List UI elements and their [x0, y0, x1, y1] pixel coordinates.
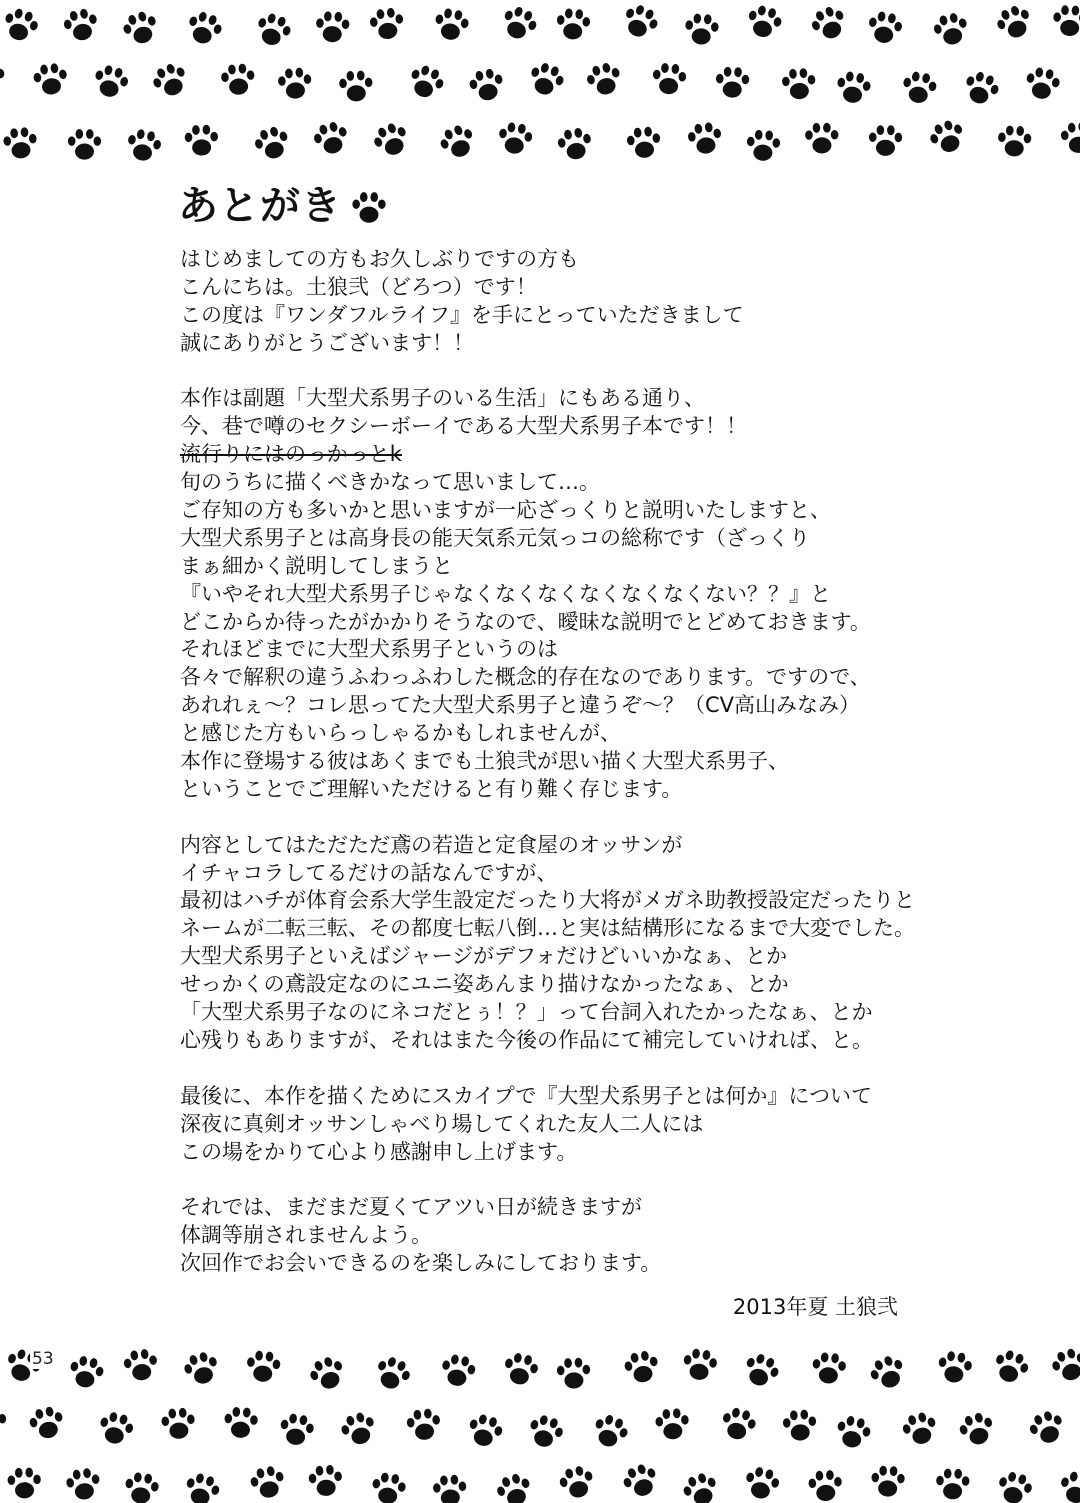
paw-print-icon [584, 60, 624, 98]
paw-print-icon [68, 129, 101, 160]
paw-print-icon [122, 1348, 159, 1383]
paw-print-icon [369, 7, 406, 41]
paw-print-icon [96, 1410, 136, 1448]
paw-print-icon [277, 67, 312, 100]
paw-print-icon [901, 70, 939, 105]
paw-print-icon [306, 1353, 348, 1394]
afterword-body [180, 246, 1040, 1278]
text-line: ご存知の方も多いかと思いますが一応ざっくりと説明いたしますと、 [180, 498, 831, 523]
paw-print-icon [926, 117, 968, 158]
paw-print-icon [1026, 1407, 1068, 1448]
paw-print-icon [686, 121, 723, 156]
paw-print-icon [370, 119, 413, 160]
paw-pattern-top-svg [0, 0, 1080, 166]
paw-print-icon [811, 1352, 847, 1385]
text-line: 旬のうちに描くべきかなって思いまして…。 [180, 470, 600, 495]
paw-print-icon [556, 1357, 590, 1389]
text-line: あれれぇ～？コレ思ってた大型犬系男子と違うぞ～？（CV高山みなみ） [180, 693, 861, 718]
text-line: この場をかりて心より感謝申し上げます。 [180, 1139, 578, 1164]
paw-print-icon [123, 1471, 160, 1503]
paw-print-icon [315, 11, 350, 43]
text-line: 体調等崩されませんよう。 [180, 1223, 432, 1248]
paw-print-icon [252, 124, 293, 163]
text-line: 最初はハチが体育会系大学生設定だったり大将がメガネ助教授設定だったりと [180, 888, 915, 913]
paw-print-icon [406, 1407, 442, 1441]
paw-print-icon [350, 189, 388, 227]
text-line: 心残りもありますが、それはまた今後の作品にて補完していければ、と。 [180, 1027, 873, 1052]
paw-print-icon [746, 129, 781, 162]
paw-print-icon [2, 126, 38, 160]
text-line: それでは、まだまだ夏くてアツい日が続きますが [180, 1195, 642, 1220]
paw-print-icon [626, 126, 662, 159]
text-line: 今、巷で噂のセクシーボーイである大型犬系男子本です！！ [180, 414, 747, 439]
paw-print-icon [62, 7, 101, 44]
paw-print-icon [372, 1353, 414, 1394]
paw-print-icon [253, 10, 294, 49]
text-line: 「大型犬系男子なのにネコだとぅ！？」って台詞入れたかったなぁ、とか [180, 1000, 873, 1025]
text-line: はじめましての方もお久しぶりですの方も [180, 247, 579, 271]
paw-print-icon [682, 1347, 719, 1381]
paw-print-icon [149, 60, 192, 102]
text-line: 最後に、本作を描くためにスカイプで『大型犬系男子とは何か』について [180, 1083, 872, 1108]
paw-print-icon [494, 1471, 535, 1503]
paw-print-icon [498, 3, 541, 44]
paw-print-icon [120, 8, 161, 48]
text-line: 内容としてはただただ鳶の若造と定食屋のオッサンが [180, 832, 683, 857]
blank-line [180, 358, 1040, 386]
text-line: 次回作でお会いできるのを楽しみにしております。 [180, 1251, 662, 1276]
paw-print-icon [0, 6, 41, 45]
text-line: 各々で解釈の違うふわっふわした概念的存在なのであります。ですので、 [180, 665, 871, 690]
page-number: 53 [32, 1349, 54, 1369]
text-line: まぁ細かく説明してしまうと [180, 553, 453, 578]
text-line: こんにちは。土狼弐（どろつ）です！ [180, 274, 537, 299]
text-line: この度は『ワンダフルライフ』を手にとっていただきまして [180, 302, 744, 327]
paw-print-icon [1058, 1470, 1080, 1503]
paw-print-icon [0, 1406, 8, 1439]
paw-print-icon [497, 121, 534, 156]
paw-print-icon [278, 1412, 315, 1447]
paw-print-icon [1024, 66, 1062, 102]
paw-print-icon [91, 63, 131, 101]
paw-print-icon [805, 123, 839, 154]
text-line: 『いやそれ大型犬系男子じゃなくなくなくなくなくなくない？？』と [180, 581, 831, 606]
paw-print-icon [866, 1352, 909, 1393]
paw-print-icon [744, 3, 784, 41]
text-line: イチャコラしてるだけの話なんですが、 [180, 860, 558, 885]
paw-print-icon [405, 62, 447, 103]
blank-line [180, 1055, 1040, 1083]
paw-print-icon [1053, 5, 1080, 37]
text-line: 本作は副題「大型犬系男子のいる生活」にもある通り、 [180, 386, 705, 411]
page-title: あとがき [178, 183, 342, 229]
paw-pattern-top [0, 0, 1080, 166]
text-line: と感じた方もいらっしゃるかもしれませんが、 [180, 721, 621, 746]
signature: 2013年夏 土狼弐 [732, 1295, 898, 1319]
paw-print-icon [181, 1349, 222, 1388]
paw-print-icon [834, 1414, 873, 1451]
paw-print-icon [866, 10, 904, 46]
paw-print-icon [556, 126, 594, 162]
paw-print-icon [782, 1409, 817, 1442]
paw-print-icon [338, 1409, 379, 1448]
paw-print-icon [184, 124, 218, 156]
paw-print-icon [370, 1471, 407, 1503]
paw-print-icon [67, 1354, 106, 1391]
paw-print-icon [961, 68, 1002, 108]
text-line: 本作に登場する彼はあくまでも土狼弐が思い描く大型犬系男子、 [180, 749, 789, 774]
paw-print-icon [680, 1470, 722, 1503]
paw-print-icon [1060, 121, 1080, 154]
paw-print-icon [781, 67, 816, 100]
paw-print-icon [655, 1408, 690, 1441]
paw-print-icon [900, 1410, 940, 1448]
paw-print-icon [125, 127, 164, 163]
paw-print-icon [590, 1411, 632, 1451]
paw-print-icon [184, 9, 225, 48]
paw-print-icon [835, 70, 872, 105]
text-line: ということでご理解いただけると有り難く存じます。 [180, 776, 683, 801]
paw-print-icon [436, 121, 479, 162]
paw-print-icon [248, 1464, 287, 1501]
text-line: 大型犬系男子とは高身長の能天気系元気っコの総称です（ざっくり [180, 525, 810, 550]
paw-print-icon [1049, 1346, 1080, 1385]
paw-print-icon [715, 66, 749, 98]
paw-print-icon [526, 60, 567, 100]
paw-print-icon [740, 1350, 782, 1391]
paw-print-icon [556, 8, 591, 41]
paw-print-icon [27, 1404, 66, 1441]
paw-print-icon [869, 125, 903, 156]
paw-print-icon [439, 1353, 477, 1389]
strikethrough-line: 流行りにはのっかっとk [180, 442, 402, 467]
text-line: 深夜に真剣オッサンしゃべり場してくれた友人二人には [180, 1111, 704, 1136]
text-line: どこからか待ったがかかりそうなので、曖昧な説明でとどめておきます。 [180, 609, 871, 634]
paw-print-icon [619, 1, 662, 43]
paw-print-icon [223, 1406, 258, 1439]
paw-print-icon [623, 1349, 661, 1385]
text-line: 誠にありがとうございます！！ [180, 330, 474, 355]
text-line: それほどまでに大型犬系男子というのは [180, 637, 558, 662]
paw-print-icon [931, 11, 970, 49]
paw-print-icon [7, 1467, 41, 1499]
paw-print-icon [220, 63, 256, 96]
paw-print-icon [719, 1405, 759, 1443]
blank-line [180, 804, 1040, 832]
paw-print-icon [684, 13, 719, 46]
paw-print-icon [742, 1465, 781, 1502]
paw-print-icon [467, 67, 506, 104]
paw-print-icon [339, 70, 374, 102]
paw-print-icon [997, 125, 1032, 157]
paw-print-icon [161, 1407, 197, 1440]
paw-print-icon [65, 1467, 102, 1502]
paw-print-icon [501, 1351, 540, 1388]
page-title-row [178, 180, 388, 232]
paw-print-icon [990, 1347, 1032, 1387]
text-line: せっかくの鳶設定なのにユニ姿あんまり描けなかったなぁ、とか [180, 972, 789, 997]
paw-print-icon [993, 2, 1036, 43]
paw-print-icon [311, 119, 351, 157]
paw-print-icon [32, 62, 69, 97]
paw-print-icon [308, 1464, 344, 1497]
paw-print-icon [808, 3, 851, 44]
paw-print-icon [245, 1350, 281, 1383]
paw-print-icon [936, 1468, 970, 1499]
paw-print-icon [0, 61, 8, 97]
paw-print-icon [432, 1474, 467, 1503]
paw-print-icon [957, 1410, 998, 1449]
text-line: 大型犬系男子といえばジャージがデフォだけどいいかなぁ、とか [180, 944, 788, 969]
paw-pattern-bottom [0, 1344, 1080, 1503]
paw-print-icon [620, 1460, 662, 1501]
paw-print-icon [651, 62, 687, 95]
paw-print-icon [182, 1470, 222, 1503]
paw-print-icon [871, 1465, 905, 1497]
paw-print-icon [808, 1469, 843, 1502]
blank-line [180, 1166, 1040, 1194]
text-line: ネームが二転三転、その都度七転八倒…と実は結構形になるまで大変でした。 [180, 916, 915, 941]
paw-print-icon [936, 1350, 973, 1385]
paw-pattern-bottom-svg [0, 1344, 1080, 1503]
paw-print-icon [525, 1412, 566, 1451]
paw-print-icon [995, 1469, 1035, 1503]
paw-print-icon [465, 1412, 505, 1450]
paw-print-icon [433, 7, 471, 43]
paw-print-icon [557, 1463, 597, 1501]
